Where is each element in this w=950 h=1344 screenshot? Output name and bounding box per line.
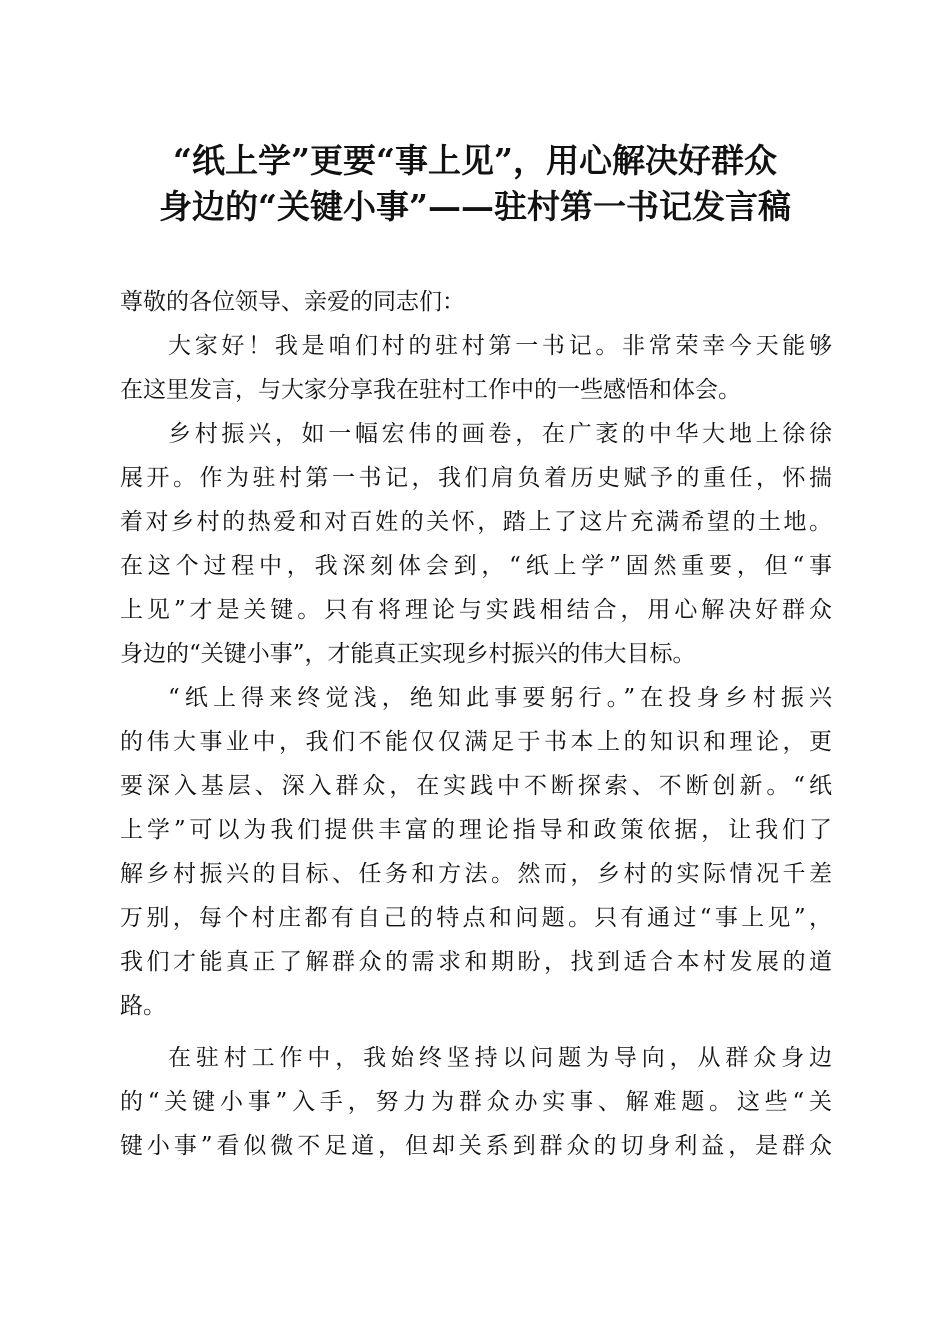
text-line: 键小事”看似微不足道，但却关系到群众的切身利益，是群众 bbox=[120, 1133, 832, 1159]
text-line: 在这里发言，与大家分享我在驻村工作中的一些感悟和体会。 bbox=[120, 377, 741, 403]
text-line: 在这个过程中，我深刻体会到，“纸上学”固然重要，但“事 bbox=[120, 553, 832, 579]
salutation: 尊敬的各位领导、亲爱的同志们： bbox=[120, 289, 465, 315]
text-line: 着对乡村的热爱和对百姓的关怀，踏上了这片充满希望的土地。 bbox=[120, 509, 832, 535]
text-line: 大家好！我是咱们村的驻村第一书记。非常荣幸今天能够 bbox=[168, 333, 832, 359]
text-line: 乡村振兴，如一幅宏伟的画卷，在广袤的中华大地上徐徐 bbox=[168, 421, 832, 447]
document-title-line-1: “纸上学”更要“事上见”，用心解决好群众 bbox=[173, 141, 777, 180]
document-title-line-2: 身边的“关键小事”——驻村第一书记发言稿 bbox=[159, 187, 791, 226]
text-line: 解乡村振兴的目标、任务和方法。然而，乡村的实际情况千差 bbox=[120, 861, 832, 887]
text-line: 的“关键小事”入手，努力为群众办实事、解难题。这些“关 bbox=[120, 1089, 832, 1115]
text-line: 上见”才是关键。只有将理论与实践相结合，用心解决好群众 bbox=[120, 597, 832, 623]
text-line: 我们才能真正了解群众的需求和期盼，找到适合本村发展的道 bbox=[120, 949, 832, 975]
text-line: 展开。作为驻村第一书记，我们肩负着历史赋予的重任，怀揣 bbox=[120, 465, 832, 491]
text-line: 在驻村工作中，我始终坚持以问题为导向，从群众身边 bbox=[168, 1045, 832, 1071]
text-line: 路。 bbox=[120, 993, 166, 1019]
text-line: 身边的“关键小事”，才能真正实现乡村振兴的伟大目标。 bbox=[120, 641, 696, 667]
text-line: 上学”可以为我们提供丰富的理论指导和政策依据，让我们了 bbox=[120, 817, 832, 843]
text-line: 的伟大事业中，我们不能仅仅满足于书本上的知识和理论，更 bbox=[120, 729, 832, 755]
text-line: 万别，每个村庄都有自己的特点和问题。只有通过“事上见”， bbox=[120, 905, 832, 931]
text-line: “纸上得来终觉浅，绝知此事要躬行。”在投身乡村振兴 bbox=[168, 685, 832, 711]
text-line: 要深入基层、深入群众，在实践中不断探索、不断创新。“纸 bbox=[120, 773, 832, 799]
